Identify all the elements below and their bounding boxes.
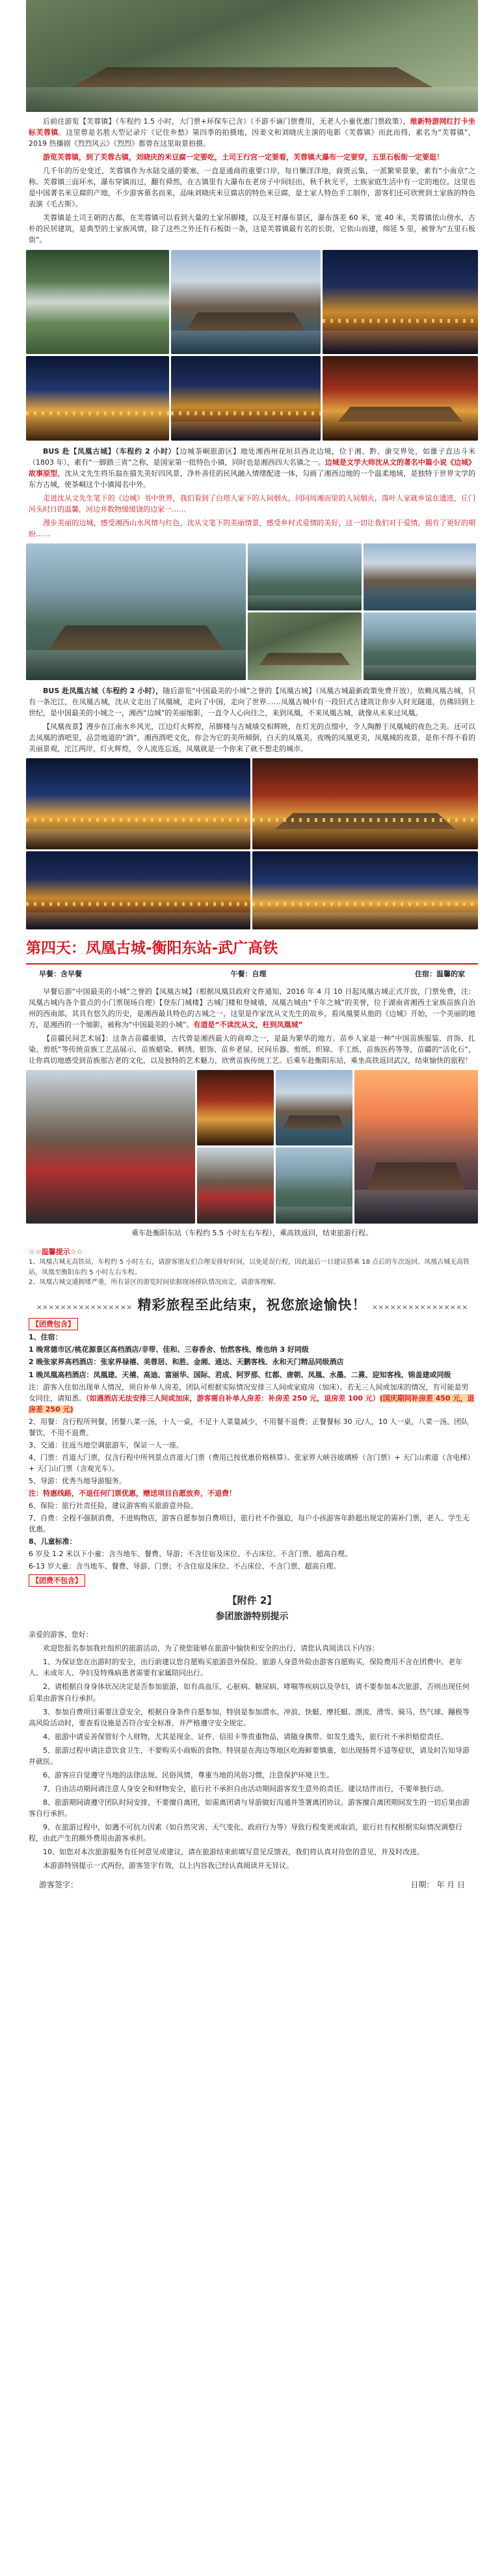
day4-title: 第四天：凤凰古城-衡阳东站-武广高铁 bbox=[26, 935, 478, 965]
photo-silver bbox=[197, 1070, 274, 1145]
photo-furong-night bbox=[323, 250, 478, 354]
fee-include-section: 【团费包含】 1、住宿： 1 晚常德市区/桃花源景区高档酒店/非带、佳和、三春香舍、怡然客栈、维也纳 3 好同级 2 晚张家界高档酒店：张家界禄禧、美蓉居、和胜、金湘、通达、天鹏客栈、永和天门精品同级酒店 1 晚凤凰高档酒店：凤凰建、天禧、高迪、富丽华、国际、君成、阿罗那、红都、唐朝、凤凰、水墨、二熹、迎知客栈、锦盖建或同级 注：游客入住如出现单人情况，须自补单人房差，团队可根据实际情况安排三人间或家庭房（加床）。若无三人间或加床的情况，有可能是男女同住，请知悉。（如遇酒店无法安排三人间或加床，游客需自补单人房差：补房差 250 元，退房差 100 元）(国庆期间补房差 450 元，退房差 250 元) 2、用餐：含行程所列餐，团餐八菜一汤，十人一桌，不足十人菜量减少，不用餐不退费；正餐餐标 30 元/人，10 人一桌，八菜一汤，团队餐饮，不用不退费。 3、交通：往返当地空调旅游车，保证一人一座。 4、门票：首道大门票，仅含行程中所列景点首道大门票（费用已按优惠价格核算）。张家界大峡谷玻璃桥（含门票）+ 天门山索道（含电梯）+ 天门山门票（含观光车）。 5、导游：优秀当地导游服务。 注：特惠线路，不退任何门票优惠，赠送项目自愿放弃，不退费！ 6、保险：旅行社责任险，建议游客购买旅游意外险。 7、自费：全程不强制消费，不进购物店，游客自愿参加自费项目，旅行社不作强迫，每户小孩游客年龄超出规定的需补门票，老人、学生无优惠。 8、儿童标准： 6 岁及 1.2 米以下小童：含当地车、餐费、导游；不含住宿及床位、不占床位、不含门票、超高自理。 6-13 岁大童：含当地车、餐费、导游、门票；不含住宿及床位、不占床位、不含门票、超高自理。 【团费不包含】 bbox=[0, 1318, 504, 1587]
photo-fenghuang-night-1 bbox=[26, 758, 250, 849]
photo-night-bridge bbox=[171, 356, 321, 441]
day3-furong-text: 后前往游览【芙蓉镇】（车程约 1.5 小时，大门票+环保车已含）（不游不谪门票费用，无老人小童优惠门票政策），维新特游网红打卡坐标芙蓉镇。这里曾是名胜大型记录片《记住乡愁》第四季的拍摄地，因姜文和刘晓庆主演的电影《芙蓉镇》而此而得，素名为“芙蓉镇”，2019 热播剧《烈烈风云》《烈烈》都曾在这里取景拍摄。 游览芙蓉镇，到了芙蓉古镇，刘晓庆的米豆腐一定要吃，土司王行宫一定要看，芙蓉镇大瀑布一定要穿，五里石板街一定要逛！ 几千年的历史变迁，芙蓉镇作为水陆交通的要塞，一直是通商的重要口岸，每日懒洋洋地，商贾云集，一派繁荣景象，素有“小南京”之称。芙蓉镇三面环水，瀑布穿镇而过，翻有舜然，在古镇里有大瀑布在老房子中间轻出，秋千秋光平，土族家庭生活中有一定的地位。这里也是中国著名米豆腐的产地，不少游客慕名而来，品味刘晓庆米豆腐店的特色米豆腐，是土家人特色手工制作，游客们还可欣赏到土家族的特色表演《毛古斯》。 芙蓉镇是土司王朝的古都，在芙蓉镇可以看到大量的土家吊脚楼，以及王村瀑布景区，瀑布落差 60 米，宽 40 米，芙蓉镇依山傍水，古朴的民居建筑，是典型的土家族风情，除了这些之外还有石板街一条，这是芙蓉镇最有名的长街，它依山而建，绵延 5 里，被誉为“五里石板街”。 bbox=[29, 117, 476, 245]
photo-fenghuang-night-2 bbox=[26, 851, 250, 929]
annex-item: 6、游客应自觉遵守当地的法律法规、民俗风情，尊重当地的风俗习惯，注意保护环境卫生。 bbox=[43, 1770, 334, 1779]
annex-title: 【附件 2】 bbox=[227, 1595, 277, 1607]
photo-village bbox=[248, 612, 362, 680]
photo-biancheng-river bbox=[26, 543, 246, 680]
photo-old-house bbox=[276, 1147, 352, 1224]
breakfast-info: 早餐：含早餐 bbox=[39, 969, 82, 978]
hotel-info: 住宿：温馨的家 bbox=[415, 969, 465, 978]
notice-box: ☆☆温馨提示☆☆ 1、凤凰古城无高铁站，车程约 5 小时左右，请游客朋友们合理安排好时间，以免延误行程，因此最后一日建议搭乘 18 点后的车次返回。凤凰古城无高铁站，凤凰至衡阳东约 5 小时左右车程。 2、凤凰古城交通拥堵严重，所有景区的游览时间依据现场排队情况而定，请游客理解。 bbox=[26, 1244, 478, 1291]
furong-must-do: 游览芙蓉镇，到了芙蓉古镇，刘晓庆的米豆腐一定要吃，土司王行宫一定要看，芙蓉镇大瀑布一定要穿，五里石板街一定要逛！ bbox=[43, 153, 444, 162]
annex-item: 5、旅游过程中请注意饮食卫生，不要购买小商贩的食物。特别是在海边等地区吃海鲜要慎重，如出现肠胃不适等症状，请及时告知导游并就医。 bbox=[29, 1746, 470, 1766]
photo-mountain-town bbox=[26, 0, 478, 112]
photo-fenghuang-night-4 bbox=[252, 851, 478, 929]
annex-item: 欢迎您报名参加我社组织的旅游活动，为了使您能够在旅游中愉快和安全的出行，请您认真阅读以下内容： bbox=[43, 1644, 379, 1653]
fee-exclude-label: 【团费不包含】 bbox=[29, 1574, 85, 1587]
fee-include-label: 【团费包含】 bbox=[29, 1318, 78, 1330]
photo-lantern-house bbox=[323, 356, 478, 441]
photo-white-tower bbox=[364, 543, 476, 610]
signature-row bbox=[0, 1874, 504, 1897]
day3-biancheng-text: BUS 赴【凤凰古城】（车程约 2 小时）【边城茶峒旅游区】地处湘西州花垣县西北边境，位于湘、黔、渝交界处，如雄子直达斗米（1803 年），素有“一脚踏三省”之称，是国家第一批特色小镇，同时也是湘西四大名镇之一。边城是文学大师沈从文的著名中篇小说《边城》故事原型，沈从文先生将乐翁在描先美好四风景，净朴善佳的民风融入情绪配进一体，勾画了湘西边地的一个温柔地域，是独特于世界文学的东方古城，使茶峒这个小镇闻名中外。 走进沈从文先生笔下的《边城》书中世界，我们看到了白塔人家下的人间烟火，同同周湘而里的人间烟火，落叶人家就乡谊在遗迹，丘门河头时日的温馨，河边并数物缓缓饶的边家一…… 漫步美丽的边城，感受湘西山水风情与红色，沈从文笔下的美丽情景，感受乡村式爱情的美好，这一切让我们对于爱情，拥有了更好的期盼…… bbox=[29, 446, 476, 538]
top-photo-row bbox=[0, 0, 504, 112]
annex-item: 8、旅游期间请遵守团队时间安排，不要擅自离团，如需离团请与导游做好沟通并签署离团协议。游客擅自离团期间发生的一切后果由游客自行承担。 bbox=[29, 1798, 470, 1818]
day4-meals bbox=[0, 965, 504, 983]
annex-item: 7、自由活动期间请注意人身安全和财物安全，旅行社不承担自由活动期间游客发生意外的责任。建议结伴而行，不要单独行动。 bbox=[43, 1784, 448, 1793]
photo-fenghuang-night-3 bbox=[252, 758, 478, 849]
furong-highlight: 维新特游网红打卡坐标芙蓉镇 bbox=[29, 117, 476, 137]
day4-train: 乘车赴衡阳东站（车程约 5.5 小时左右车程），乘高铁返回，结束旅游行程。 bbox=[131, 1229, 373, 1238]
photo-row-6 bbox=[0, 1070, 504, 1224]
photo-miao-costume bbox=[26, 1070, 195, 1224]
lunch-info: 午餐：自理 bbox=[230, 969, 267, 978]
end-banner: ×××××××××××××××× 精彩旅程至此结束，祝您旅途愉快！ ×××××××××××××××× bbox=[36, 1296, 468, 1313]
annex-item: 9、在旅游过程中，如遇不可抗力因素（如自然灾害、天气变化、政府行为等）导致行程变更或取消，旅行社有权根据实际情况调整行程，由此产生的额外费用由游客承担。 bbox=[29, 1823, 462, 1843]
annex-item: 3、参加自费项目需要注意安全，根据自身条件自愿参加，特别是参加潜水、冲浪、快艇、摩托艇、漂流、滑雪、骑马、热气球、蹦极等高风险活动时，要查看设施是否符合安全标准，并严格遵守安全规定。 bbox=[29, 1707, 470, 1727]
guest-signature-label: 游客签字： bbox=[39, 1880, 79, 1890]
day3-fenghuang-text: BUS 赴凤凰古城（车程约 2 小时），随后游览“中国最美的小城”之誉的【凤凰古城】（凤凰古城最新政策免费开放），依赖凤凰古城，只有一条沱江，在凤凰古城，沈从文走出了凤凰城，走向了中国，走向了世界……凤凰古城中有一段旧式古建筑让你步入时光隧道，仿佛回到上世纪，是中国最美的小城之一，湘西“边城”的美丽缩影，一直令人心向往之，来到凤凰，不来凤凰古城，就像从未来过凤凰。 【凤凰夜景】漫步在江南水乡风光，江边灯火辉煌，吊脚楼与古城墙交相辉映，在灯光的点缀中，令人陶醉于凤凰城的夜色之美。还可以去凤凰的酒吧里，品尝地道的“酒”，湘西酒吧文化，你会为它的美所倾倒，白天的凤凰美，夜晚的凤凰更美，凤凰城的夜景，是你不得不看的美丽景观，沱江两岸，灯火辉煌，令人流连忘返，凤凰就是一个你来了就不想走的城市。 bbox=[29, 686, 475, 754]
annex-item: 1、为保证您在出游时的安全，出行前建议您自愿购买旅游意外保险。旅游人身意外险由游客自愿购买，保险费用不含在团费中。老年人、未成年人、孕妇及特殊病患者需要有家属陪同出行。 bbox=[29, 1658, 462, 1678]
photo-furong-town bbox=[171, 250, 321, 354]
annex-closing: 本游游特别提示一式两份，游客签字有效，以上内容我已经认真阅读并无异议。 bbox=[43, 1861, 293, 1870]
annex-item: 2、请根据自身身体状况决定是否参加旅游，如有高血压、心脏病、糖尿病、哮喘等疾病以及孕妇，请不要参加本次旅游，否则出现任何后果由游客自行承担。 bbox=[29, 1682, 470, 1703]
photo-street-day bbox=[276, 1070, 352, 1145]
annex-item: 10、如您对本次旅游服务有任何意见或建议，请在旅游结束前填写意见反馈表，我们将认真对待您的意见，并及时改进。 bbox=[43, 1848, 424, 1857]
photo-row-5 bbox=[0, 758, 504, 929]
day4-text: 早餐后游“中国最美的小城”之誉的【凤凰古城】（根据凤凰县政府文件通知，2016 年 4 月 10 日起凤凰古城正式开放，门票免费，注：凤凰古城内各个景点的小门票现场自理）【登东门城楼】古城门楼和登城墙，凤凰古城由“千年之城”的美誉，位于湖南省湘西土家族苗族自治州的西南部，其具有悠久的历史，是湘西最具特色的古城之一，这里是作家沈从文先生的故乡，看凤凰要从他的《边城》开始，一个美丽的地方，是湘西的一个缩影，被称为“中国最美的小城”。有道是“不读沈从文，枉到凤凰城” 【苗疆民间艺术展】：这条古苗疆重镇，古代曾是湘西最大的商埠之一，是最为繁华的地方。苗乡人家是一种“中国苗族服装、首饰、扎染、剪纸”等传统苗族工艺品展示，苗族蜡染、刺绣、银饰、苗乡老屋、民间乐器、剪纸、织锦、手工纸、苗族医药等等，苗疆的“活化石”，让你真切地感受到苗族那古老的文化，以及独特的艺术魅力，欣赏苗族传统工艺。后乘车赴衡阳东站，乘坐高铁返回武汉，结束愉快的旅程！ bbox=[29, 987, 475, 1065]
photo-boat bbox=[248, 543, 362, 610]
photo-row-4 bbox=[0, 543, 504, 680]
photo-embroidery bbox=[197, 1147, 274, 1224]
sign-date-label: 日期： 年 月 日 bbox=[410, 1880, 465, 1890]
notice-title: ☆☆温馨提示☆☆ bbox=[29, 1248, 83, 1257]
annex-subtitle: 参团旅游特别提示 bbox=[215, 1611, 289, 1622]
photo-sunset-town bbox=[354, 1070, 478, 1224]
photo-riverside bbox=[364, 612, 476, 680]
photo-row-3 bbox=[0, 356, 504, 441]
photo-row-2 bbox=[0, 250, 504, 354]
photo-waterfall bbox=[26, 250, 169, 354]
annex-body: 亲爱的游客，您好： 欢迎您报名参加我社组织的旅游活动，为了使您能够在旅游中愉快和安全的出行，请您认真阅读以下内容： 1、为保证您在出游时的安全，出行前建议您自愿购买旅游意外保险。旅游人身意外险由游客自愿购买，保险费用不含在团费中。老年人、未成年人、孕妇及特殊病患者需要有家属陪同出行。 2、请根据自身身体状况决定是否参加旅游，如有高血压、心脏病、糖尿病、哮喘等疾病以及孕妇，请不要参加本次旅游，否则出现任何后果由游客自行承担。 3、参加自费项目需要注意安全，根据自身条件自愿参加，特别是参加潜水、冲浪、快艇、摩托艇、漂流、滑雪、骑马、热气球、蹦极等高风险活动时，要查看设施是否符合安全标准，并严格遵守安全规定。 4、旅游中请妥善保管好个人财物，尤其是现金、证件、信用卡等贵重物品，请随身携带。如发生遗失，旅行社不承担赔偿责任。 5、旅游过程中请注意饮食卫生，不要购买小商贩的食物。特别是在海边等地区吃海鲜要慎重，如出现肠胃不适等症状，请及时告知导游并就医。 6、游客应自觉遵守当地的法律法规、民俗风情，尊重当地的风俗习惯，注意保护环境卫生。 7、自由活动期间请注意人身安全和财物安全，旅行社不承担自由活动期间游客发生意外的责任。建议结伴而行，不要单独行动。 8、旅游期间请遵守团队时间安排，不要擅自离团，如需离团请与导游做好沟通并签署离团协议。游客擅自离团期间发生的一切后果由游客自行承担。 9、在旅游过程中，如遇不可抗力因素（如自然灾害、天气变化、政府行为等）导致行程变更或取消，旅行社有权根据实际情况调整行程，由此产生的额外费用由游客承担。 10、如您对本次旅游服务有任何意见或建议，请在旅游结束前填写意见反馈表，我们将认真对待您的意见，并及时改进。 本游游特别提示一式两份，游客签字有效，以上内容我已经认真阅读并无异议。 bbox=[0, 1629, 504, 1871]
photo-night-street bbox=[26, 356, 169, 441]
annex-item: 4、旅游中请妥善保管好个人财物，尤其是现金、证件、信用卡等贵重物品，请随身携带。如发生遗失，旅行社不承担赔偿责任。 bbox=[43, 1732, 448, 1741]
